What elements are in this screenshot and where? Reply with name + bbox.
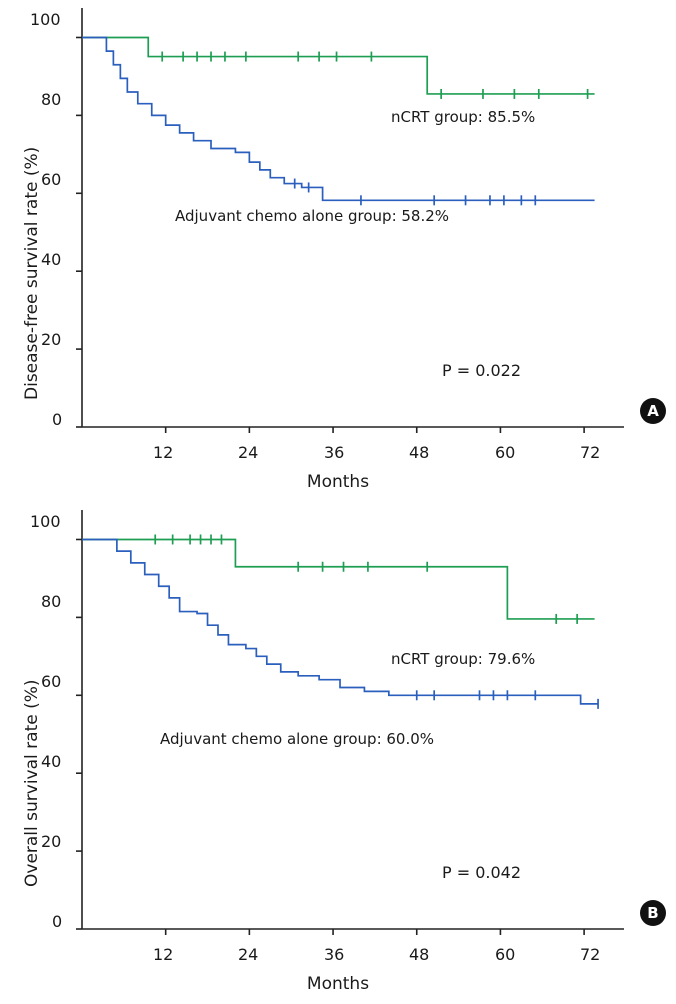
x-tick-label: 36 <box>324 945 345 964</box>
y-tick-label: 40 <box>41 752 62 771</box>
panel-b <box>0 502 676 1004</box>
y-tick-label: 0 <box>52 410 63 429</box>
x-tick-label: 60 <box>495 443 516 462</box>
y-tick-label: 100 <box>30 10 61 29</box>
x-axis-title: Months <box>306 974 370 994</box>
annotation-ncrt-a: nCRT group: 85.5% <box>391 108 536 126</box>
y-tick-label: 60 <box>41 672 62 691</box>
x-tick-label: 24 <box>238 443 259 462</box>
y-tick-label: 40 <box>41 250 62 269</box>
x-tick-label: 48 <box>409 945 430 964</box>
p-value-b: P = 0.042 <box>442 863 522 882</box>
y-axis-title: Overall survival rate (%) <box>22 679 42 887</box>
x-tick-label: 12 <box>153 945 174 964</box>
x-tick-label: 48 <box>409 443 430 462</box>
x-tick-label: 12 <box>153 443 174 462</box>
y-tick-label: 80 <box>41 90 62 109</box>
annotation-adjuvant-b: Adjuvant chemo alone group: 60.0% <box>160 730 435 748</box>
x-axis-title: Months <box>306 472 370 492</box>
y-axis-title: Disease-free survival rate (%) <box>22 146 42 400</box>
y-tick-label: 60 <box>41 170 62 189</box>
x-tick-label: 72 <box>580 443 601 462</box>
km-curve-svg-b <box>0 502 676 1004</box>
x-tick-label: 72 <box>580 945 601 964</box>
x-tick-label: 36 <box>324 443 345 462</box>
annotation-ncrt-b: nCRT group: 79.6% <box>391 650 536 668</box>
panel-badge-a: A <box>640 398 666 424</box>
y-tick-label: 20 <box>41 832 62 851</box>
y-tick-label: 100 <box>30 512 61 531</box>
overall-survival-plot <box>0 502 676 1004</box>
x-tick-label: 24 <box>238 945 259 964</box>
p-value-a: P = 0.022 <box>442 361 522 380</box>
x-tick-label: 60 <box>495 945 516 964</box>
y-tick-label: 80 <box>41 592 62 611</box>
y-tick-label: 0 <box>52 912 63 931</box>
y-tick-label: 20 <box>41 330 62 349</box>
panel-badge-b: B <box>640 900 666 926</box>
annotation-adjuvant-a: Adjuvant chemo alone group: 58.2% <box>175 207 450 225</box>
